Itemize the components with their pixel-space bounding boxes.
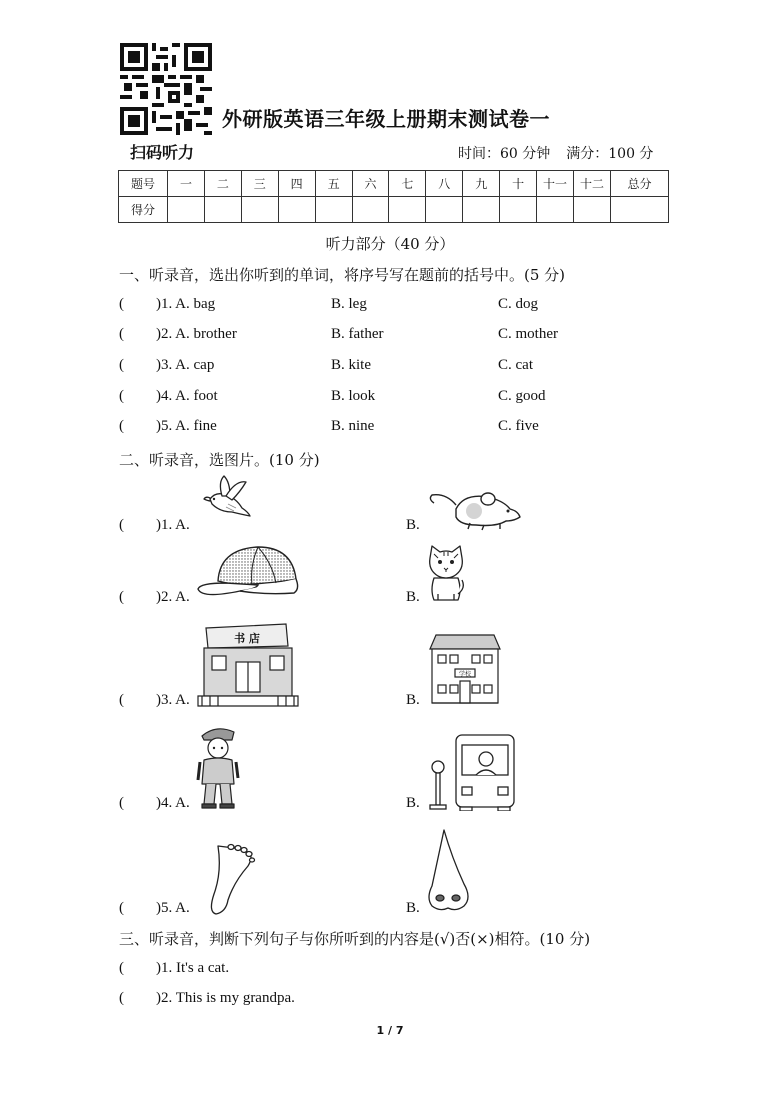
answer-bracket[interactable]: ( xyxy=(119,589,124,605)
cat-icon xyxy=(426,544,466,604)
part2-q4-option-b: B. xyxy=(406,795,420,811)
part3-title: 三、听录音，判断下列句子与你所听到的内容是(√)否(×)相符。(10 分) xyxy=(119,930,591,948)
score-input-cell[interactable] xyxy=(426,197,463,223)
school-sign: 学校 xyxy=(458,671,472,678)
foot-icon xyxy=(204,842,256,916)
part1-q5-option-c: C. five xyxy=(498,418,539,434)
part3-q2-text: )2. This is my grandpa. xyxy=(156,990,295,1006)
score-input-cell[interactable] xyxy=(204,197,241,223)
time-limit: 时间：60 分钟 xyxy=(458,146,551,162)
full-score: 满分：100 分 xyxy=(566,146,654,162)
score-input-cell[interactable] xyxy=(573,197,610,223)
part1-q3-option-a: )3. A. cap xyxy=(156,357,215,373)
score-cell: 五 xyxy=(315,171,352,197)
police-officer-icon xyxy=(196,724,240,810)
score-cell: 六 xyxy=(352,171,389,197)
school-icon xyxy=(428,633,502,705)
score-table xyxy=(118,170,669,223)
page-title: 外研版英语三年级上册期末测试卷一 xyxy=(222,107,550,131)
part2-q5-option-b: B. xyxy=(406,900,420,916)
answer-bracket[interactable]: ( xyxy=(119,692,124,708)
score-cell: 九 xyxy=(463,171,500,197)
part1-q4-option-a: )4. A. foot xyxy=(156,388,218,404)
part1-q1-option-a: )1. A. bag xyxy=(156,296,216,312)
part1-q1-option-c: C. dog xyxy=(498,296,539,312)
part2-title: 二、听录音，选图片。(10 分) xyxy=(119,451,320,469)
cap-icon xyxy=(196,543,304,603)
answer-bracket[interactable]: ( xyxy=(119,296,124,312)
score-cell: 八 xyxy=(426,171,463,197)
score-cell: 四 xyxy=(278,171,315,197)
score-cell: 得分 xyxy=(119,197,168,223)
part2-q1-option-b: B. xyxy=(406,517,420,533)
score-cell: 三 xyxy=(241,171,278,197)
part2-q4-option-a: )4. A. xyxy=(156,795,190,811)
score-input-cell[interactable] xyxy=(315,197,352,223)
score-input-cell[interactable] xyxy=(352,197,389,223)
score-table-header-row xyxy=(119,171,669,197)
part1-q1-option-b: B. leg xyxy=(331,296,367,312)
part1-q2-option-b: B. father xyxy=(331,326,384,342)
part1-q2-option-c: C. mother xyxy=(498,326,558,342)
listening-section-title: 听力部分（40 分） xyxy=(325,235,455,253)
score-input-cell[interactable] xyxy=(611,197,669,223)
answer-bracket[interactable]: ( xyxy=(119,990,124,1006)
qr-code-icon xyxy=(120,43,212,135)
part1-q3-option-b: B. kite xyxy=(331,357,371,373)
score-cell: 十二 xyxy=(573,171,610,197)
part1-q5-option-a: )5. A. fine xyxy=(156,418,217,434)
answer-bracket[interactable]: ( xyxy=(119,357,124,373)
part2-q2-option-a: )2. A. xyxy=(156,589,190,605)
mouse-icon xyxy=(426,487,522,531)
answer-bracket[interactable]: ( xyxy=(119,388,124,404)
score-cell: 二 xyxy=(204,171,241,197)
nose-icon xyxy=(424,828,472,914)
bookstore-sign: 书 店 xyxy=(234,632,260,645)
part1-q5-option-b: B. nine xyxy=(331,418,375,434)
score-cell: 一 xyxy=(168,171,205,197)
answer-bracket[interactable]: ( xyxy=(119,900,124,916)
score-input-cell[interactable] xyxy=(537,197,574,223)
answer-bracket[interactable]: ( xyxy=(119,795,124,811)
score-input-cell[interactable] xyxy=(463,197,500,223)
part1-q4-option-b: B. look xyxy=(331,388,376,404)
answer-bracket[interactable]: ( xyxy=(119,960,124,976)
scan-listening-label: 扫码听力 xyxy=(130,143,195,162)
score-input-cell[interactable] xyxy=(500,197,537,223)
time-info xyxy=(458,143,653,163)
part3-q1-text: )1. It's a cat. xyxy=(156,960,230,976)
bookstore-icon xyxy=(196,622,300,708)
part1-q4-option-c: C. good xyxy=(498,388,546,404)
score-cell: 七 xyxy=(389,171,426,197)
answer-bracket[interactable]: ( xyxy=(119,517,124,533)
score-cell: 题号 xyxy=(119,171,168,197)
score-input-cell[interactable] xyxy=(278,197,315,223)
score-input-cell[interactable] xyxy=(389,197,426,223)
score-cell: 十 xyxy=(500,171,537,197)
score-cell: 总分 xyxy=(611,171,669,197)
part1-title: 一、听录音，选出你听到的单词，将序号写在题前的括号中。(5 分) xyxy=(119,266,566,284)
score-cell: 十一 xyxy=(537,171,574,197)
part2-q2-option-b: B. xyxy=(406,589,420,605)
answer-bracket[interactable]: ( xyxy=(119,326,124,342)
part2-q5-option-a: )5. A. xyxy=(156,900,190,916)
page-number: 1 / 7 xyxy=(376,1024,404,1037)
part2-q3-option-a: )3. A. xyxy=(156,692,190,708)
part2-q3-option-b: B. xyxy=(406,692,420,708)
answer-bracket[interactable]: ( xyxy=(119,418,124,434)
part1-q3-option-c: C. cat xyxy=(498,357,533,373)
part2-q1-option-a: )1. A. xyxy=(156,517,190,533)
bird-icon xyxy=(202,474,252,520)
part1-q2-option-a: )2. A. brother xyxy=(156,326,237,342)
score-input-cell[interactable] xyxy=(168,197,205,223)
bus-driver-icon xyxy=(426,733,518,811)
score-input-cell[interactable] xyxy=(241,197,278,223)
score-table-score-row xyxy=(119,197,669,223)
